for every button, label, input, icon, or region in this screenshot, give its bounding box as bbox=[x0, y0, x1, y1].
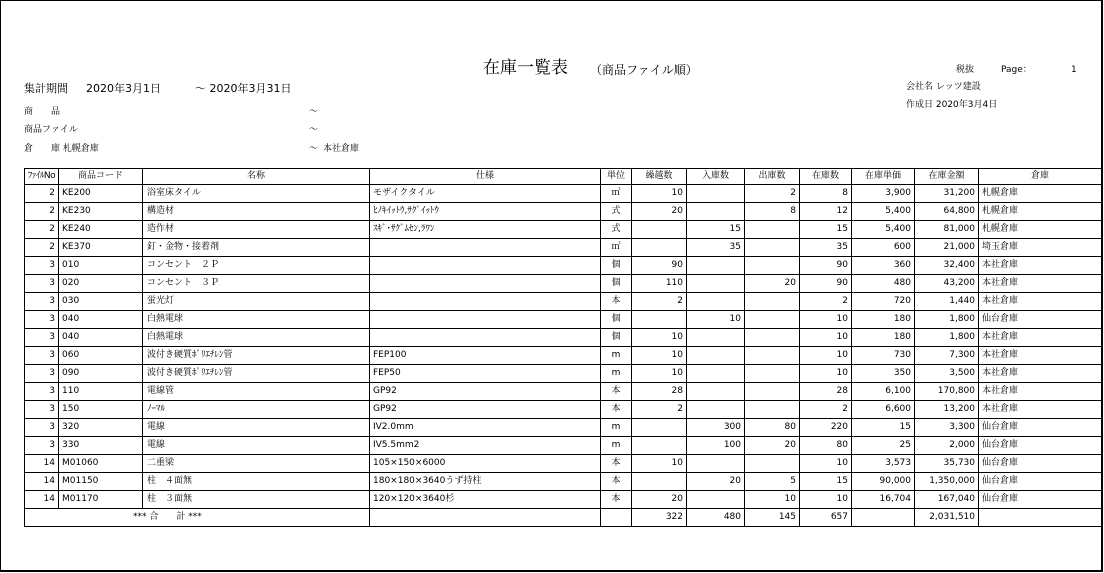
cell-warehouse: 仙台倉庫 bbox=[979, 419, 1102, 437]
col-header-unit-price: 在庫単価 bbox=[852, 169, 915, 185]
cell-name: コンセント ２Ｐ bbox=[143, 257, 370, 275]
cell-file-no: 2 bbox=[25, 185, 59, 203]
cell-shipped bbox=[745, 365, 800, 383]
cell-unit: ㎡ bbox=[601, 185, 632, 203]
col-header-received: 入庫数 bbox=[687, 169, 745, 185]
cell-code: 010 bbox=[59, 257, 143, 275]
cell-warehouse: 本社倉庫 bbox=[979, 257, 1102, 275]
cell-received bbox=[687, 329, 745, 347]
total-stock: 657 bbox=[800, 509, 852, 527]
table-row bbox=[25, 347, 1102, 365]
cell-stock: 2 bbox=[800, 401, 852, 419]
cell-amount: 1,440 bbox=[915, 293, 979, 311]
cell-carryover bbox=[632, 311, 687, 329]
cell-shipped bbox=[745, 311, 800, 329]
cell-amount: 167,040 bbox=[915, 491, 979, 509]
cell-stock: 10 bbox=[800, 311, 852, 329]
cell-carryover: 110 bbox=[632, 275, 687, 293]
cell-carryover: 10 bbox=[632, 455, 687, 473]
cell-name: 二重梁 bbox=[143, 455, 370, 473]
total-amount: 2,031,510 bbox=[915, 509, 979, 527]
cell-received: 300 bbox=[687, 419, 745, 437]
total-carryover: 322 bbox=[632, 509, 687, 527]
cell-received bbox=[687, 275, 745, 293]
cell-name: 構造材 bbox=[143, 203, 370, 221]
cell-received bbox=[687, 257, 745, 275]
cell-file-no: 3 bbox=[25, 257, 59, 275]
cell-stock: 12 bbox=[800, 203, 852, 221]
table-row bbox=[25, 239, 1102, 257]
cell-unit: 個 bbox=[601, 311, 632, 329]
page-label: Page： bbox=[1001, 65, 1032, 75]
cell-unit: 個 bbox=[601, 275, 632, 293]
total-warehouse-cell bbox=[979, 509, 1102, 527]
cell-warehouse: 本社倉庫 bbox=[979, 293, 1102, 311]
cell-warehouse: 本社倉庫 bbox=[979, 383, 1102, 401]
table-body bbox=[25, 185, 1102, 509]
filter-file-label: 商品ファイル bbox=[24, 125, 78, 135]
cell-received bbox=[687, 455, 745, 473]
cell-name: ﾉｰﾏﾙ bbox=[143, 401, 370, 419]
cell-stock: 10 bbox=[800, 329, 852, 347]
cell-received: 100 bbox=[687, 437, 745, 455]
cell-carryover bbox=[632, 221, 687, 239]
cell-code: M01150 bbox=[59, 473, 143, 491]
table-row bbox=[25, 419, 1102, 437]
report-title: 在庫一覧表 bbox=[483, 58, 568, 78]
cell-unit-price: 25 bbox=[852, 437, 915, 455]
cell-carryover bbox=[632, 239, 687, 257]
col-header-warehouse: 倉庫 bbox=[979, 169, 1102, 185]
total-shipped: 145 bbox=[745, 509, 800, 527]
cell-stock: 80 bbox=[800, 437, 852, 455]
cell-name: 波付き硬質ﾎﾟﾘｴﾁﾚﾝ管 bbox=[143, 365, 370, 383]
cell-stock: 15 bbox=[800, 473, 852, 491]
table-row bbox=[25, 221, 1102, 239]
period-label: 集計期間 bbox=[24, 82, 68, 95]
cell-warehouse: 札幌倉庫 bbox=[979, 185, 1102, 203]
cell-unit-price: 5,400 bbox=[852, 203, 915, 221]
table-row bbox=[25, 401, 1102, 419]
table-row bbox=[25, 185, 1102, 203]
cell-unit-price: 730 bbox=[852, 347, 915, 365]
cell-file-no: 3 bbox=[25, 347, 59, 365]
col-header-name: 名称 bbox=[143, 169, 370, 185]
cell-spec: 120×120×3640杉 bbox=[370, 491, 601, 509]
cell-file-no: 2 bbox=[25, 203, 59, 221]
cell-code: 150 bbox=[59, 401, 143, 419]
cell-name: 電線 bbox=[143, 419, 370, 437]
cell-amount: 35,730 bbox=[915, 455, 979, 473]
cell-stock: 8 bbox=[800, 185, 852, 203]
filter-warehouse-value: 本社倉庫 bbox=[323, 144, 360, 154]
created-date: 作成日 2020年3月4日 bbox=[906, 100, 998, 110]
col-header-amount: 在庫金額 bbox=[915, 169, 979, 185]
cell-amount: 170,800 bbox=[915, 383, 979, 401]
cell-stock: 10 bbox=[800, 491, 852, 509]
cell-stock: 10 bbox=[800, 455, 852, 473]
cell-name: コンセント ３Ｐ bbox=[143, 275, 370, 293]
cell-code: M01060 bbox=[59, 455, 143, 473]
cell-stock: 28 bbox=[800, 383, 852, 401]
cell-unit-price: 600 bbox=[852, 239, 915, 257]
cell-shipped bbox=[745, 401, 800, 419]
cell-spec: モザイクタイル bbox=[370, 185, 601, 203]
cell-amount: 3,300 bbox=[915, 419, 979, 437]
cell-received bbox=[687, 203, 745, 221]
cell-warehouse: 本社倉庫 bbox=[979, 275, 1102, 293]
cell-file-no: 14 bbox=[25, 455, 59, 473]
cell-amount: 81,000 bbox=[915, 221, 979, 239]
cell-stock: 10 bbox=[800, 365, 852, 383]
cell-file-no: 3 bbox=[25, 311, 59, 329]
cell-received bbox=[687, 401, 745, 419]
cell-file-no: 3 bbox=[25, 365, 59, 383]
cell-spec: FEP100 bbox=[370, 347, 601, 365]
cell-received bbox=[687, 383, 745, 401]
cell-amount: 3,500 bbox=[915, 365, 979, 383]
cell-name: 蛍光灯 bbox=[143, 293, 370, 311]
cell-file-no: 2 bbox=[25, 239, 59, 257]
col-header-code: 商品コード bbox=[59, 169, 143, 185]
inventory-table bbox=[24, 168, 1102, 527]
total-received: 480 bbox=[687, 509, 745, 527]
cell-name: 浴室床タイル bbox=[143, 185, 370, 203]
cell-carryover: 90 bbox=[632, 257, 687, 275]
cell-code: 110 bbox=[59, 383, 143, 401]
cell-shipped bbox=[745, 293, 800, 311]
cell-stock: 90 bbox=[800, 275, 852, 293]
cell-shipped: 20 bbox=[745, 437, 800, 455]
col-header-carryover: 繰越数 bbox=[632, 169, 687, 185]
cell-name: 電線 bbox=[143, 437, 370, 455]
cell-code: 320 bbox=[59, 419, 143, 437]
cell-unit: m bbox=[601, 419, 632, 437]
cell-amount: 1,800 bbox=[915, 311, 979, 329]
cell-amount: 64,800 bbox=[915, 203, 979, 221]
cell-unit: m bbox=[601, 437, 632, 455]
cell-received bbox=[687, 347, 745, 365]
table-row bbox=[25, 311, 1102, 329]
cell-stock: 10 bbox=[800, 347, 852, 365]
cell-spec bbox=[370, 275, 601, 293]
cell-amount: 1,800 bbox=[915, 329, 979, 347]
table-row bbox=[25, 437, 1102, 455]
cell-shipped: 2 bbox=[745, 185, 800, 203]
cell-unit: m bbox=[601, 365, 632, 383]
total-unit-price-cell bbox=[852, 509, 915, 527]
cell-shipped bbox=[745, 221, 800, 239]
cell-unit-price: 350 bbox=[852, 365, 915, 383]
cell-spec: ｽｷﾞ･ｻｸﾞﾑｾﾝ,ﾗﾜﾝ bbox=[370, 221, 601, 239]
cell-unit-price: 6,600 bbox=[852, 401, 915, 419]
cell-carryover: 2 bbox=[632, 401, 687, 419]
cell-unit: ㎡ bbox=[601, 239, 632, 257]
cell-unit: 本 bbox=[601, 491, 632, 509]
cell-warehouse: 本社倉庫 bbox=[979, 401, 1102, 419]
cell-unit: 式 bbox=[601, 221, 632, 239]
col-header-unit: 単位 bbox=[601, 169, 632, 185]
cell-carryover: 28 bbox=[632, 383, 687, 401]
cell-amount: 43,200 bbox=[915, 275, 979, 293]
table-row bbox=[25, 293, 1102, 311]
cell-warehouse: 札幌倉庫 bbox=[979, 221, 1102, 239]
cell-unit-price: 90,000 bbox=[852, 473, 915, 491]
cell-warehouse: 仙台倉庫 bbox=[979, 473, 1102, 491]
cell-received: 35 bbox=[687, 239, 745, 257]
total-label: *** 合 計 *** bbox=[25, 509, 370, 527]
cell-file-no: 3 bbox=[25, 419, 59, 437]
table-row bbox=[25, 473, 1102, 491]
cell-unit-price: 15 bbox=[852, 419, 915, 437]
cell-file-no: 3 bbox=[25, 437, 59, 455]
cell-unit: 本 bbox=[601, 383, 632, 401]
cell-spec: GP92 bbox=[370, 401, 601, 419]
cell-code: KE200 bbox=[59, 185, 143, 203]
cell-unit: 本 bbox=[601, 401, 632, 419]
cell-spec bbox=[370, 293, 601, 311]
total-row bbox=[25, 509, 1102, 527]
cell-amount: 7,300 bbox=[915, 347, 979, 365]
cell-file-no: 3 bbox=[25, 275, 59, 293]
col-header-spec: 仕様 bbox=[370, 169, 601, 185]
cell-unit-price: 480 bbox=[852, 275, 915, 293]
report-subtitle: （商品ファイル順） bbox=[590, 63, 698, 77]
cell-unit-price: 3,573 bbox=[852, 455, 915, 473]
table-row bbox=[25, 491, 1102, 509]
cell-warehouse: 仙台倉庫 bbox=[979, 455, 1102, 473]
cell-file-no: 3 bbox=[25, 329, 59, 347]
cell-unit-price: 16,704 bbox=[852, 491, 915, 509]
cell-carryover: 20 bbox=[632, 491, 687, 509]
cell-carryover: 10 bbox=[632, 185, 687, 203]
cell-shipped: 10 bbox=[745, 491, 800, 509]
cell-amount: 31,200 bbox=[915, 185, 979, 203]
cell-unit: 本 bbox=[601, 455, 632, 473]
cell-shipped bbox=[745, 347, 800, 365]
cell-carryover: 10 bbox=[632, 347, 687, 365]
cell-stock: 35 bbox=[800, 239, 852, 257]
cell-unit-price: 3,900 bbox=[852, 185, 915, 203]
cell-spec bbox=[370, 329, 601, 347]
cell-amount: 2,000 bbox=[915, 437, 979, 455]
table-row bbox=[25, 203, 1102, 221]
cell-spec bbox=[370, 239, 601, 257]
cell-stock: 90 bbox=[800, 257, 852, 275]
cell-spec: IV2.0mm bbox=[370, 419, 601, 437]
period-from: 2020年3月1日 bbox=[86, 82, 161, 95]
cell-unit-price: 720 bbox=[852, 293, 915, 311]
cell-carryover: 10 bbox=[632, 329, 687, 347]
table-row bbox=[25, 275, 1102, 293]
col-header-file-no: ﾌｧｲﾙNo bbox=[25, 169, 59, 185]
filter-product-label: 商 品 bbox=[24, 107, 61, 117]
table-row bbox=[25, 329, 1102, 347]
col-header-shipped: 出庫数 bbox=[745, 169, 800, 185]
cell-unit-price: 6,100 bbox=[852, 383, 915, 401]
period-to: ～ 2020年3月31日 bbox=[195, 82, 292, 95]
cell-shipped: 5 bbox=[745, 473, 800, 491]
cell-name: 柱 ４面無 bbox=[143, 473, 370, 491]
cell-unit-price: 360 bbox=[852, 257, 915, 275]
cell-spec bbox=[370, 257, 601, 275]
col-header-stock: 在庫数 bbox=[800, 169, 852, 185]
table-row bbox=[25, 455, 1102, 473]
cell-shipped bbox=[745, 455, 800, 473]
cell-file-no: 14 bbox=[25, 491, 59, 509]
cell-shipped bbox=[745, 329, 800, 347]
cell-code: 040 bbox=[59, 329, 143, 347]
cell-received: 10 bbox=[687, 311, 745, 329]
cell-unit-price: 180 bbox=[852, 329, 915, 347]
cell-code: 040 bbox=[59, 311, 143, 329]
cell-stock: 2 bbox=[800, 293, 852, 311]
cell-unit: 本 bbox=[601, 293, 632, 311]
total-unit-cell bbox=[601, 509, 632, 527]
table-header-row bbox=[25, 169, 1102, 185]
cell-warehouse: 札幌倉庫 bbox=[979, 203, 1102, 221]
cell-spec: IV5.5mm2 bbox=[370, 437, 601, 455]
cell-warehouse: 本社倉庫 bbox=[979, 329, 1102, 347]
cell-name: 白熱電球 bbox=[143, 311, 370, 329]
cell-amount: 32,400 bbox=[915, 257, 979, 275]
cell-name: 波付き硬質ﾎﾟﾘｴﾁﾚﾝ管 bbox=[143, 347, 370, 365]
cell-unit: m bbox=[601, 347, 632, 365]
cell-spec: GP92 bbox=[370, 383, 601, 401]
cell-file-no: 3 bbox=[25, 401, 59, 419]
cell-shipped bbox=[745, 383, 800, 401]
cell-unit: 式 bbox=[601, 203, 632, 221]
cell-warehouse: 埼玉倉庫 bbox=[979, 239, 1102, 257]
cell-unit-price: 180 bbox=[852, 311, 915, 329]
page-number: 1 bbox=[1071, 65, 1077, 75]
cell-name: 造作材 bbox=[143, 221, 370, 239]
total-spec-cell bbox=[370, 509, 601, 527]
cell-shipped: 80 bbox=[745, 419, 800, 437]
cell-code: 030 bbox=[59, 293, 143, 311]
cell-carryover bbox=[632, 473, 687, 491]
cell-unit: 本 bbox=[601, 473, 632, 491]
cell-name: 釘・金物・接着剤 bbox=[143, 239, 370, 257]
cell-code: KE230 bbox=[59, 203, 143, 221]
cell-unit: 個 bbox=[601, 329, 632, 347]
cell-code: 060 bbox=[59, 347, 143, 365]
cell-code: 330 bbox=[59, 437, 143, 455]
cell-name: 白熱電球 bbox=[143, 329, 370, 347]
cell-received bbox=[687, 293, 745, 311]
cell-shipped: 8 bbox=[745, 203, 800, 221]
table-row bbox=[25, 257, 1102, 275]
cell-spec: ﾋﾉｷｲｯﾄｳ,ｻｸﾞｲｯﾄｳ bbox=[370, 203, 601, 221]
cell-code: M01170 bbox=[59, 491, 143, 509]
cell-code: 090 bbox=[59, 365, 143, 383]
cell-name: 柱 ３面無 bbox=[143, 491, 370, 509]
cell-spec bbox=[370, 311, 601, 329]
cell-received: 20 bbox=[687, 473, 745, 491]
cell-warehouse: 本社倉庫 bbox=[979, 365, 1102, 383]
filter-product-tilde: ～ bbox=[309, 107, 319, 117]
cell-code: 020 bbox=[59, 275, 143, 293]
cell-code: KE240 bbox=[59, 221, 143, 239]
tax-label: 税抜 bbox=[956, 65, 975, 75]
filter-warehouse-tilde: ～ bbox=[309, 144, 319, 154]
cell-spec: FEP50 bbox=[370, 365, 601, 383]
table-row bbox=[25, 365, 1102, 383]
cell-file-no: 3 bbox=[25, 383, 59, 401]
cell-warehouse: 仙台倉庫 bbox=[979, 311, 1102, 329]
cell-stock: 15 bbox=[800, 221, 852, 239]
cell-amount: 1,350,000 bbox=[915, 473, 979, 491]
company-name: 会社名 レッツ建設 bbox=[906, 82, 981, 92]
cell-warehouse: 仙台倉庫 bbox=[979, 437, 1102, 455]
cell-carryover: 2 bbox=[632, 293, 687, 311]
cell-name: 電線管 bbox=[143, 383, 370, 401]
cell-carryover bbox=[632, 437, 687, 455]
cell-stock: 220 bbox=[800, 419, 852, 437]
cell-warehouse: 本社倉庫 bbox=[979, 347, 1102, 365]
cell-spec: 105×150×6000 bbox=[370, 455, 601, 473]
cell-warehouse: 仙台倉庫 bbox=[979, 491, 1102, 509]
cell-shipped bbox=[745, 257, 800, 275]
cell-amount: 21,000 bbox=[915, 239, 979, 257]
cell-received bbox=[687, 365, 745, 383]
filter-warehouse-label: 倉 庫 札幌倉庫 bbox=[24, 144, 99, 154]
cell-file-no: 14 bbox=[25, 473, 59, 491]
cell-carryover: 20 bbox=[632, 203, 687, 221]
filter-file-tilde: ～ bbox=[309, 125, 319, 135]
table-row bbox=[25, 383, 1102, 401]
cell-carryover: 10 bbox=[632, 365, 687, 383]
cell-carryover bbox=[632, 419, 687, 437]
cell-received bbox=[687, 185, 745, 203]
cell-shipped bbox=[745, 239, 800, 257]
cell-spec: 180×180×3640うず持柱 bbox=[370, 473, 601, 491]
cell-amount: 13,200 bbox=[915, 401, 979, 419]
cell-code: KE370 bbox=[59, 239, 143, 257]
cell-file-no: 3 bbox=[25, 293, 59, 311]
cell-unit-price: 5,400 bbox=[852, 221, 915, 239]
cell-file-no: 2 bbox=[25, 221, 59, 239]
cell-received bbox=[687, 491, 745, 509]
cell-received: 15 bbox=[687, 221, 745, 239]
cell-unit: 個 bbox=[601, 257, 632, 275]
cell-shipped: 20 bbox=[745, 275, 800, 293]
